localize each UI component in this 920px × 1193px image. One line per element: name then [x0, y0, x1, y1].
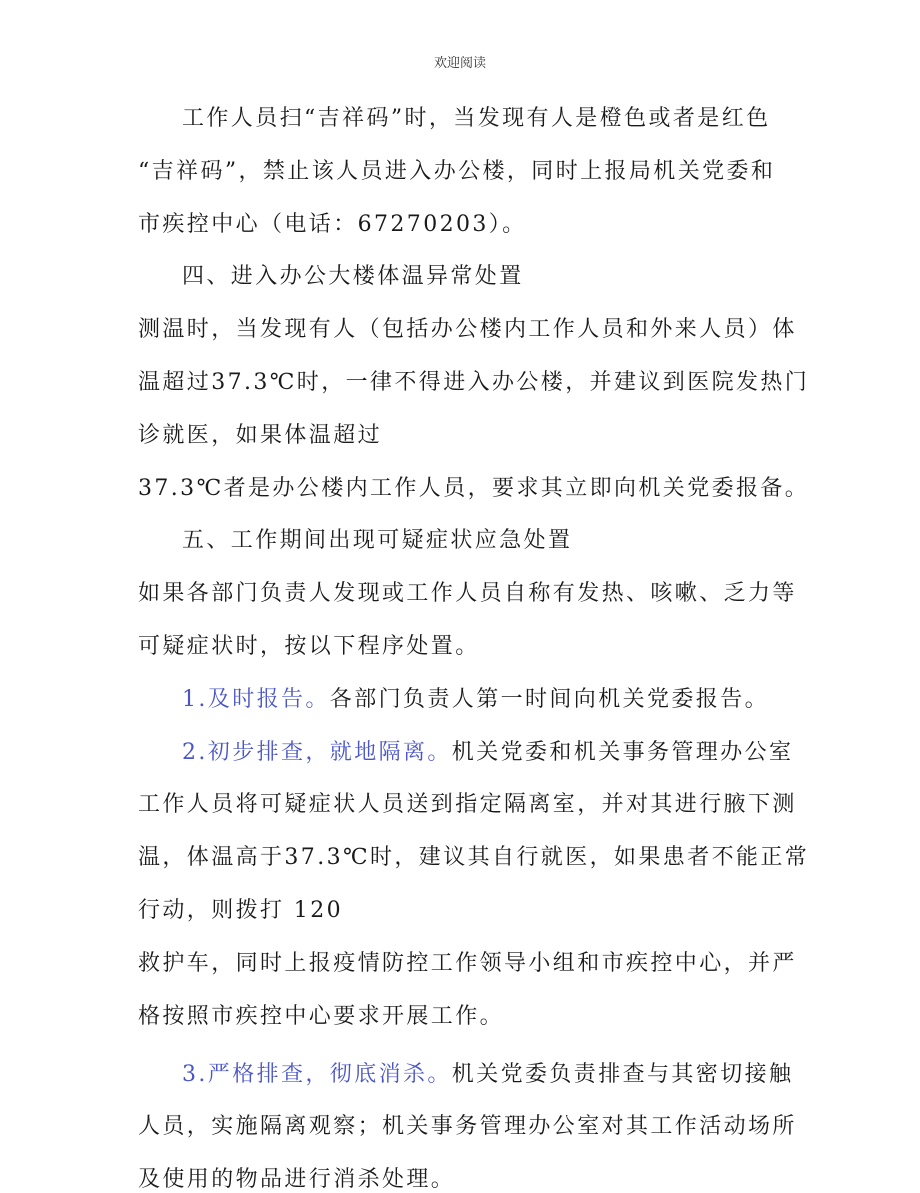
step-3-title: 3.严格排查，彻底消杀。	[182, 1061, 452, 1087]
document-body	[138, 106, 810, 1193]
paragraph-line: 及使用的物品进行消杀处理。	[138, 1167, 456, 1193]
paragraph-line: 人员，实施隔离观察；机关事务管理办公室对其工作活动场所	[138, 1114, 797, 1140]
paragraph-line: 格按照市疾控中心要求开展工作。	[138, 1003, 505, 1029]
paragraph-line: 可疑症状时，按以下程序处置。	[138, 633, 480, 659]
paragraph-line: 救护车，同时上报疫情防控工作领导小组和市疾控中心，并严	[138, 950, 797, 976]
paragraph-line: “吉祥码”，禁止该人员进入办公楼，同时上报局机关党委和	[138, 158, 776, 184]
paragraph-line: 温，体温高于37.3℃时，建议其自行就医，如果患者不能正常	[138, 845, 810, 871]
paragraph-line: 测温时，当发现有人（包括办公楼内工作人员和外来人员）体	[138, 317, 797, 343]
section-heading-4: 四、进入办公大楼体温异常处置	[182, 264, 524, 290]
section-heading-5: 五、工作期间出现可疑症状应急处置	[182, 528, 573, 554]
paragraph-line: 工作人员将可疑症状人员送到指定隔离室，并对其进行腋下测	[138, 792, 797, 818]
step-2-text: 机关党委和机关事务管理办公室	[451, 739, 794, 765]
page-header: 欢迎阅读	[433, 56, 486, 71]
paragraph-line: 行动，则拨打 120	[138, 897, 343, 923]
paragraph-line: 工作人员扫“吉祥码”时，当发现有人是橙色或者是红色	[182, 106, 771, 131]
paragraph-line: 37.3℃者是办公楼内工作人员，要求其立即向机关党委报备。	[138, 475, 810, 501]
paragraph-line: 温超过37.3℃时，一律不得进入办公楼，并建议到医院发热门	[138, 369, 810, 395]
step-2-title: 2.初步排查，就地隔离。	[182, 739, 452, 765]
paragraph-line: 如果各部门负责人发现或工作人员自称有发热、咳嗽、乏力等	[138, 581, 797, 607]
step-3-line	[138, 1061, 794, 1088]
step-1-title: 1.及时报告。	[182, 686, 330, 712]
paragraph-line: 市疾控中心（电话：67270203）。	[138, 211, 527, 237]
paragraph-line: 诊就医，如果体温超过	[138, 422, 383, 448]
step-3-text: 机关党委负责排查与其密切接触	[451, 1061, 794, 1087]
step-1-line	[138, 687, 788, 713]
step-2-line	[138, 739, 794, 766]
step-1-text: 各部门负责人第一时间向机关党委报告。	[329, 686, 769, 712]
